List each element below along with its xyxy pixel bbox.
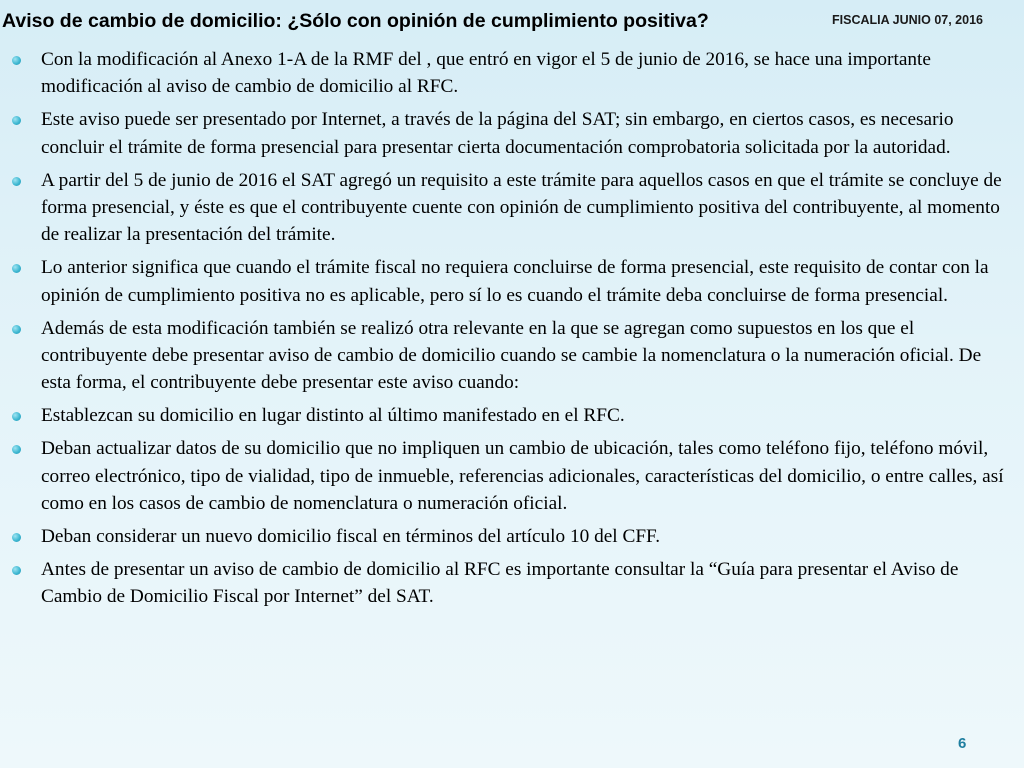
bullet-dot-icon bbox=[12, 533, 21, 542]
bullet-text: Deban actualizar datos de su domicilio que no impliquen un cambio de ubicación, tales como teléfono fijo, teléfono móvil, correo electrónico, tipo de vialidad, tipo de inmueble, referencias adicionales, características del domicilio, o entre calles, así como en los casos de cambio de nomenclatura o numeración oficial. bbox=[41, 438, 1004, 515]
slide-date: FISCALIA JUNIO 07, 2016 bbox=[832, 13, 983, 27]
bullet-item bbox=[0, 46, 1024, 101]
slide-title: Aviso de cambio de domicilio: ¿Sólo con opinión de cumplimiento positiva? bbox=[2, 10, 709, 32]
bullet-text: Con la modificación al Anexo 1-A de la RMF del , que entró en vigor el 5 de junio de 2016, se hace una importante modificación al aviso de cambio de domicilio al RFC. bbox=[41, 49, 931, 98]
bullet-text: Este aviso puede ser presentado por Internet, a través de la página del SAT; sin embargo, en ciertos casos, es necesario concluir el trámite de forma presencial para presentar cierta documentación comprobatoria solicitada por la autoridad. bbox=[41, 109, 954, 158]
bullet-dot-icon bbox=[12, 566, 21, 575]
page-number: 6 bbox=[958, 735, 967, 752]
bullet-list bbox=[0, 46, 1024, 616]
bullet-text: Deban considerar un nuevo domicilio fiscal en términos del artículo 10 del CFF. bbox=[41, 526, 661, 547]
bullet-dot-icon bbox=[12, 325, 21, 334]
bullet-text: Además de esta modificación también se realizó otra relevante en la que se agregan como supuestos en los que el contribuyente debe presentar aviso de cambio de domicilio cuando se cambie la nomenclatura o la numeración oficial. De esta forma, el contribuyente debe presentar este aviso cuando: bbox=[41, 317, 982, 394]
bullet-dot-icon bbox=[12, 445, 21, 454]
bullet-dot-icon bbox=[12, 177, 21, 186]
bullet-text: Antes de presentar un aviso de cambio de domicilio al RFC es importante consultar la “Guía para presentar el Aviso de Cambio de Domicilio Fiscal por Internet” del SAT. bbox=[41, 558, 959, 608]
bullet-item bbox=[0, 106, 1024, 161]
bullet-dot-icon bbox=[12, 56, 21, 65]
bullet-item bbox=[0, 167, 1024, 249]
bullet-item bbox=[0, 402, 1024, 429]
bullet-item bbox=[0, 556, 1024, 611]
bullet-item bbox=[0, 435, 1024, 517]
bullet-dot-icon bbox=[12, 116, 21, 125]
bullet-text: Lo anterior significa que cuando el trámite fiscal no requiera concluirse de forma presencial, este requisito de contar con la opinión de cumplimiento positiva no es aplicable, pero sí lo es cuando el trámite deba concluirse de forma presencial. bbox=[41, 257, 989, 306]
bullet-item bbox=[0, 523, 1024, 550]
bullet-text: A partir del 5 de junio de 2016 el SAT agregó un requisito a este trámite para aquellos casos en que el trámite se concluye de forma presencial, y éste es que el contribuyente cuente con opinión de cumplimiento positiva del contribuyente, al momento de realizar la presentación del trámite. bbox=[41, 169, 1002, 246]
bullet-dot-icon bbox=[12, 412, 21, 421]
bullet-item bbox=[0, 254, 1024, 309]
bullet-item bbox=[0, 315, 1024, 397]
bullet-dot-icon bbox=[12, 264, 21, 273]
bullet-text: Establezcan su domicilio en lugar distinto al último manifestado en el RFC. bbox=[41, 405, 625, 427]
